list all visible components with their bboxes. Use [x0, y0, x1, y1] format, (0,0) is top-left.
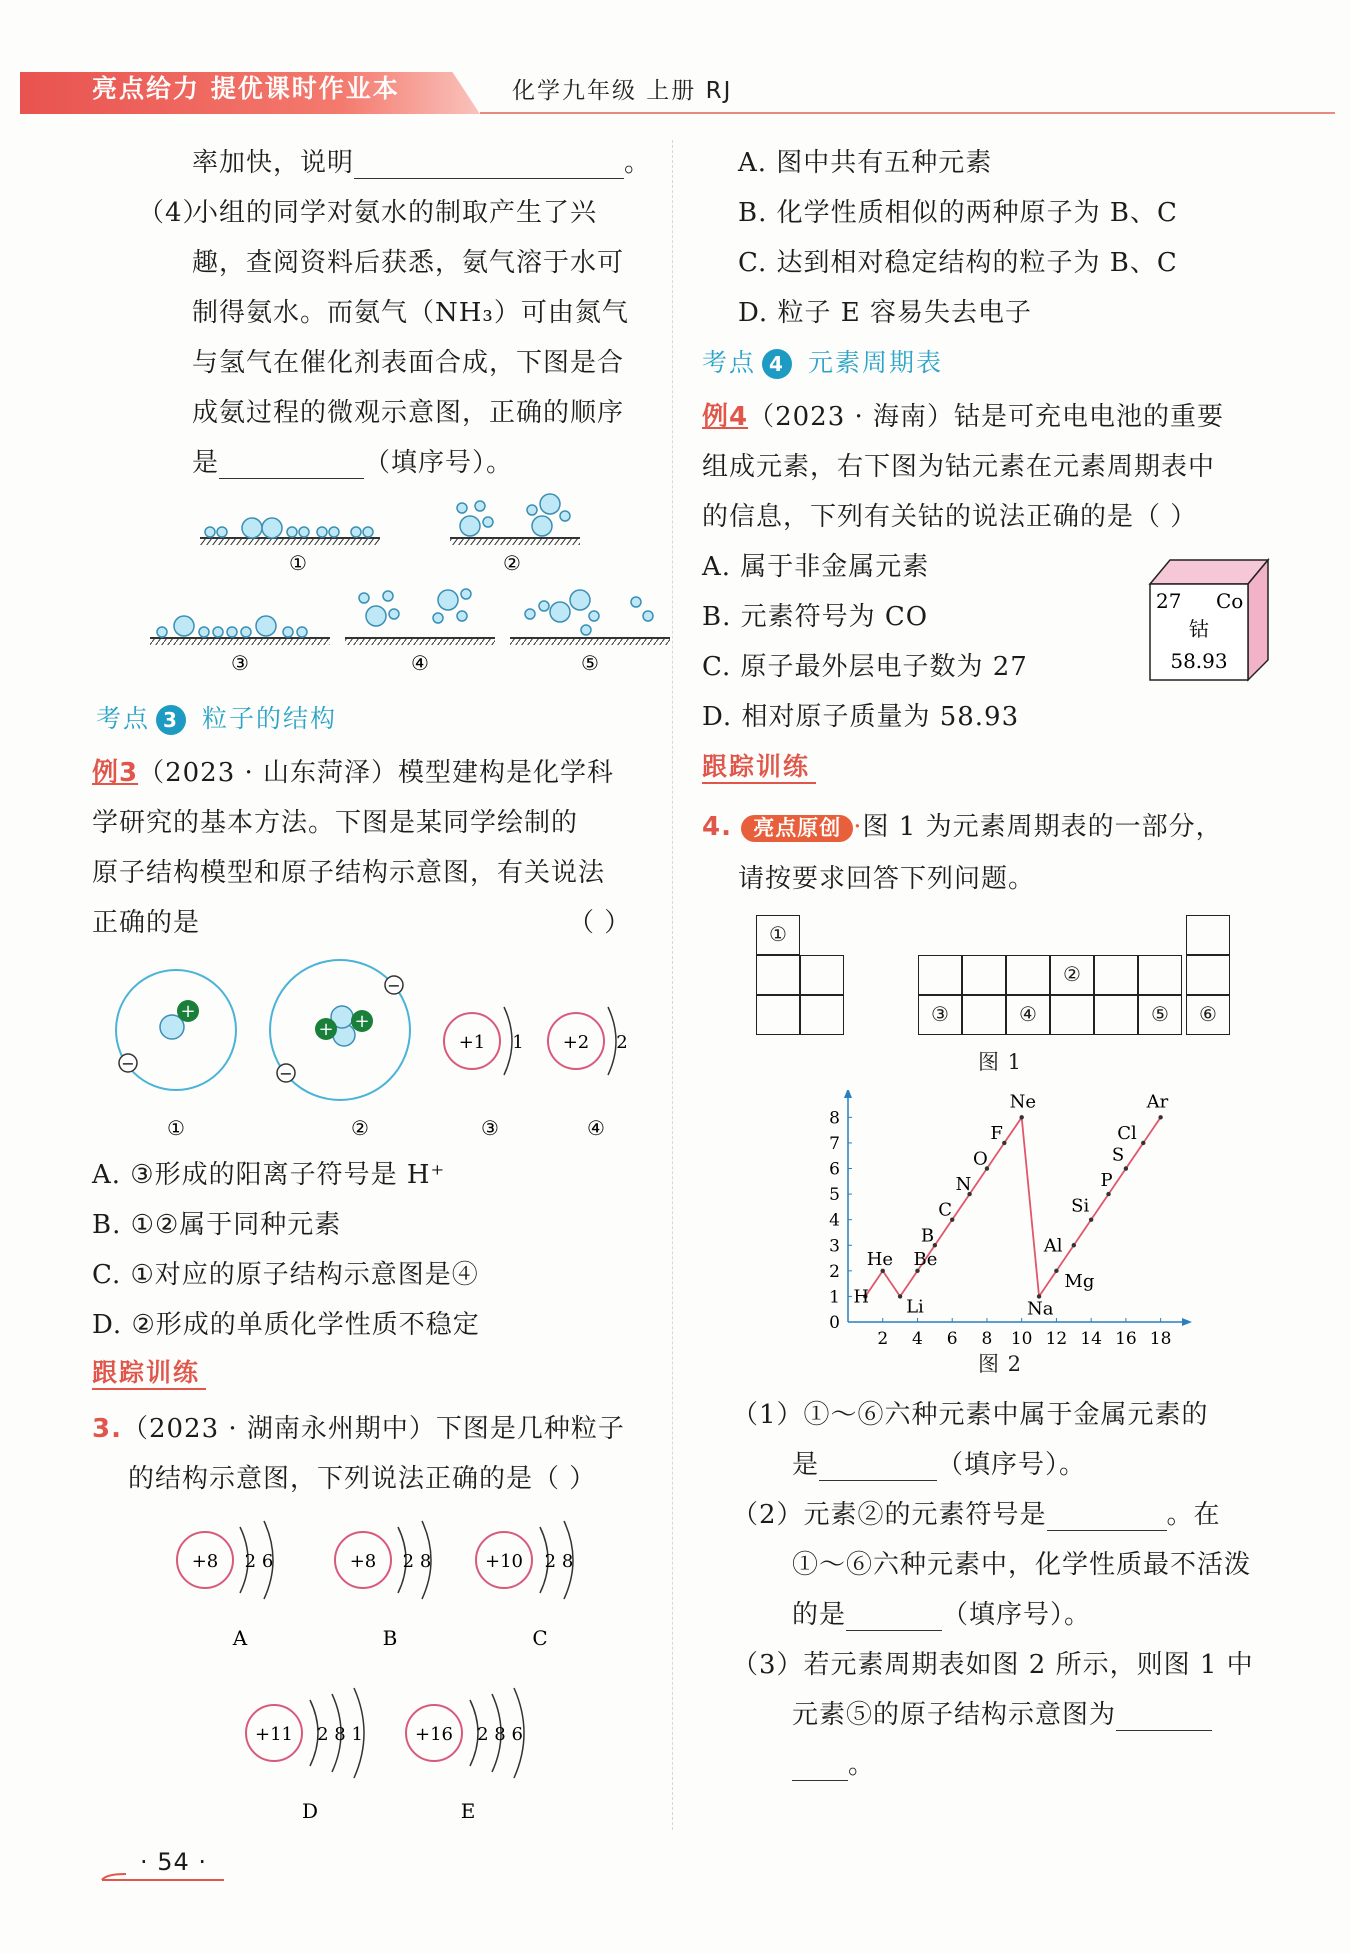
diag3-nucleus: +1 — [458, 1032, 486, 1053]
x-tick-label: 8 — [981, 1329, 993, 1349]
svg-text:①: ① — [167, 1116, 185, 1140]
point-label: He — [866, 1248, 894, 1270]
svg-text:2 8 6: 2 8 6 — [477, 1724, 523, 1745]
data-point — [1072, 1243, 1076, 1247]
point-label: Ar — [1146, 1091, 1169, 1113]
svg-text:2 8 1: 2 8 1 — [317, 1724, 363, 1745]
svg-text:A: A — [232, 1626, 248, 1650]
data-point — [1158, 1115, 1162, 1119]
point-label: Na — [1027, 1298, 1054, 1320]
y-tick-label: 4 — [829, 1210, 840, 1231]
x-tick-label: 6 — [946, 1329, 958, 1349]
example-4-line-2: 组成元素，右下图为钴元素在元素周期表中 — [702, 452, 1216, 482]
ex4-option-d: D. 相对原子质量为 58.93 — [702, 702, 1020, 732]
mol-label-5: ⑤ — [581, 651, 599, 675]
example-4-line-1: 例4（2023 · 海南）钴是可充电电池的重要 — [702, 402, 1225, 432]
column-divider — [672, 140, 673, 1830]
sub1-line-2: 是 （填序号）。 — [792, 1450, 1087, 1480]
data-point — [1106, 1192, 1110, 1196]
svg-text:③: ③ — [481, 1116, 499, 1140]
y-tick-label: 7 — [829, 1133, 840, 1154]
q3-line-1: 3.（2023 · 湖南永州期中）下图是几种粒子 — [92, 1414, 625, 1444]
point-label: S — [1111, 1144, 1125, 1166]
x-axis-arrow — [1182, 1318, 1192, 1326]
point-label: H — [853, 1286, 870, 1308]
ex4-option-c: C. 原子最外层电子数为 27 — [702, 652, 1028, 682]
sub3-line-3: 。 — [792, 1750, 875, 1781]
diag4-shell: 2 — [616, 1032, 628, 1053]
ex4-option-b: B. 元素符号为 CO — [702, 602, 929, 632]
x-tick-label: 4 — [912, 1329, 923, 1349]
svg-text:④: ④ — [587, 1116, 605, 1140]
electron-chart — [800, 1090, 1200, 1360]
q4-line-2: 趣，查阅资料后获悉，氨气溶于水可 — [192, 248, 625, 278]
x-tick-label: 12 — [1045, 1329, 1068, 1349]
sub2-line-2: ①～⑥六种元素中，化学性质最不活泼 — [792, 1550, 1252, 1580]
mol-label-1: ① — [289, 551, 307, 575]
sub3-line-1: （3）若元素周期表如图 2 所示，则图 1 中 — [732, 1650, 1254, 1680]
svg-text:D: D — [301, 1799, 319, 1823]
sub1-line-1: （1）①～⑥六种元素中属于金属元素的 — [732, 1400, 1209, 1430]
fig1-caption: 图 1 — [978, 1050, 1023, 1074]
y-tick-label: 3 — [829, 1236, 840, 1257]
mol-label-3: ③ — [231, 651, 249, 675]
tracking-practice-right: 跟踪训练 — [702, 752, 816, 784]
q4-line-4: 与氢气在催化剂表面合成，下图是合 — [192, 348, 625, 378]
q3-option-a: A. 图中共有五种元素 — [738, 148, 993, 178]
sub2-line-1: （2）元素②的元素符号是 。在 — [732, 1500, 1221, 1530]
section-4-heading: 考点 4 元素周期表 — [702, 348, 944, 377]
header-rule — [480, 112, 1335, 114]
point-label: Si — [1071, 1195, 1090, 1217]
svg-text:+16: +16 — [415, 1724, 453, 1745]
point-label: Ne — [1009, 1091, 1037, 1113]
point-label: C — [938, 1199, 952, 1221]
data-point — [1054, 1269, 1058, 1273]
sub2-line-3: 的是 （填序号）。 — [792, 1600, 1092, 1630]
data-point — [1124, 1166, 1128, 1170]
cobalt-number: 27 — [1156, 589, 1182, 613]
x-tick-label: 10 — [1010, 1329, 1033, 1349]
q4-line-1: 小组的同学对氨水的制取产生了兴 — [192, 198, 598, 228]
svg-text:②: ② — [351, 1116, 369, 1140]
q4-right-line-1: 4. 亮点原创 ·图 1 为元素周期表的一部分， — [702, 812, 1223, 842]
y-tick-label: 8 — [829, 1108, 840, 1129]
q4-right-line-2: 请按要求回答下列问题。 — [738, 864, 1036, 894]
diag3-shell: 1 — [512, 1032, 524, 1053]
x-tick-label: 16 — [1115, 1329, 1137, 1349]
point-label: Al — [1043, 1235, 1063, 1257]
q4-line-6: 是 （填序号）。 — [192, 448, 514, 478]
ammonia-synthesis-diagram — [140, 490, 680, 690]
page-number: · 54 · — [140, 1848, 208, 1876]
data-point — [1141, 1141, 1145, 1145]
point-label: Be — [913, 1248, 938, 1270]
example-4-line-3: 的信息，下列有关钴的说法正确的是（ ） — [702, 502, 1198, 532]
data-point — [1019, 1115, 1023, 1119]
y-tick-label: 2 — [829, 1261, 840, 1282]
point-label: Mg — [1064, 1270, 1095, 1292]
atom-models — [100, 955, 660, 1145]
example-3-line-3: 原子结构模型和原子结构示意图，有关说法 — [92, 858, 606, 888]
svg-text:+: + — [354, 1011, 370, 1032]
q3-line-2: 的结构示意图，下列说法正确的是（ ） — [128, 1464, 597, 1494]
svg-text:2 8: 2 8 — [544, 1551, 574, 1572]
svg-text:2 8: 2 8 — [402, 1551, 432, 1572]
data-point — [898, 1294, 902, 1298]
point-label: Li — [906, 1296, 924, 1318]
cobalt-name: 钴 — [1189, 617, 1209, 641]
data-point — [1089, 1217, 1093, 1221]
svg-text:+11: +11 — [255, 1724, 293, 1745]
point-label: Cl — [1117, 1122, 1137, 1144]
section-3-heading: 考点 3 粒子的结构 — [96, 704, 338, 733]
example-3-line-4: 正确的是 — [92, 908, 201, 938]
svg-text:E: E — [460, 1799, 476, 1823]
ex3-option-c: C. ①对应的原子结构示意图是④ — [92, 1260, 479, 1290]
mol-label-2: ② — [503, 551, 521, 575]
ex4-option-a: A. 属于非金属元素 — [702, 552, 930, 582]
particle-diagrams — [160, 1505, 640, 1825]
example-3-line-2: 学研究的基本方法。下图是某同学绘制的 — [92, 808, 579, 838]
mol-label-4: ④ — [411, 651, 429, 675]
svg-text:−: − — [387, 976, 401, 995]
q4-line-3: 制得氨水。而氨气（NH₃）可由氮气 — [192, 298, 629, 328]
tracking-practice-left: 跟踪训练 — [92, 1358, 206, 1390]
svg-text:2 6: 2 6 — [244, 1551, 274, 1572]
y-tick-label: 1 — [829, 1287, 840, 1308]
point-label: N — [955, 1174, 972, 1196]
fig2-caption: 图 2 — [978, 1352, 1023, 1376]
x-tick-label: 18 — [1149, 1329, 1172, 1349]
answer-paren: （ ） — [568, 908, 632, 938]
y-tick-label: 5 — [829, 1185, 840, 1206]
book-subtitle: 化学九年级 上册 RJ — [512, 78, 733, 104]
svg-text:+8: +8 — [191, 1551, 219, 1572]
svg-text:+: + — [180, 1001, 196, 1022]
y-axis-arrow — [844, 1090, 852, 1098]
svg-text:−: − — [121, 1054, 135, 1073]
svg-text:C: C — [532, 1626, 548, 1650]
svg-text:B: B — [382, 1626, 398, 1650]
y-tick-label: 0 — [829, 1313, 840, 1333]
point-label: P — [1100, 1170, 1113, 1192]
ex3-option-b: B. ①②属于同种元素 — [92, 1210, 342, 1240]
q4-line-5: 成氨过程的微观示意图，正确的顺序 — [192, 398, 625, 428]
point-label: F — [990, 1122, 1003, 1144]
svg-text:+8: +8 — [349, 1551, 377, 1572]
example-3-line-1: 例3（2023 · 山东菏泽）模型建构是化学科 — [92, 758, 615, 788]
diag4-nucleus: +2 — [562, 1032, 590, 1053]
cobalt-element-card — [1144, 552, 1274, 684]
q3-option-d: D. 粒子 E 容易失去电子 — [738, 298, 1032, 328]
q3-option-b: B. 化学性质相似的两种原子为 B、C — [738, 198, 1178, 228]
x-tick-label: 14 — [1080, 1329, 1102, 1349]
q3-option-c: C. 达到相对稳定结构的粒子为 B、C — [738, 248, 1178, 278]
cobalt-mass: 58.93 — [1170, 649, 1228, 673]
svg-text:−: − — [279, 1064, 293, 1083]
book-title: 亮点给力 提优课时作业本 — [92, 74, 400, 103]
cobalt-symbol: Co — [1216, 589, 1244, 613]
q4-number: （4） — [138, 198, 210, 228]
svg-text:+10: +10 — [485, 1551, 523, 1572]
point-label: B — [920, 1225, 935, 1247]
x-tick-label: 2 — [877, 1329, 889, 1349]
ex3-option-d: D. ②形成的单质化学性质不稳定 — [92, 1310, 480, 1340]
continued-line: 率加快，说明 。 — [192, 148, 652, 178]
y-tick-label: 6 — [829, 1159, 840, 1180]
svg-text:+: + — [318, 1019, 334, 1040]
sub3-line-2: 元素⑤的原子结构示意图为 — [792, 1700, 1212, 1731]
point-label: O — [972, 1148, 988, 1170]
ex3-option-a: A. ③形成的阳离子符号是 H⁺ — [92, 1160, 446, 1190]
